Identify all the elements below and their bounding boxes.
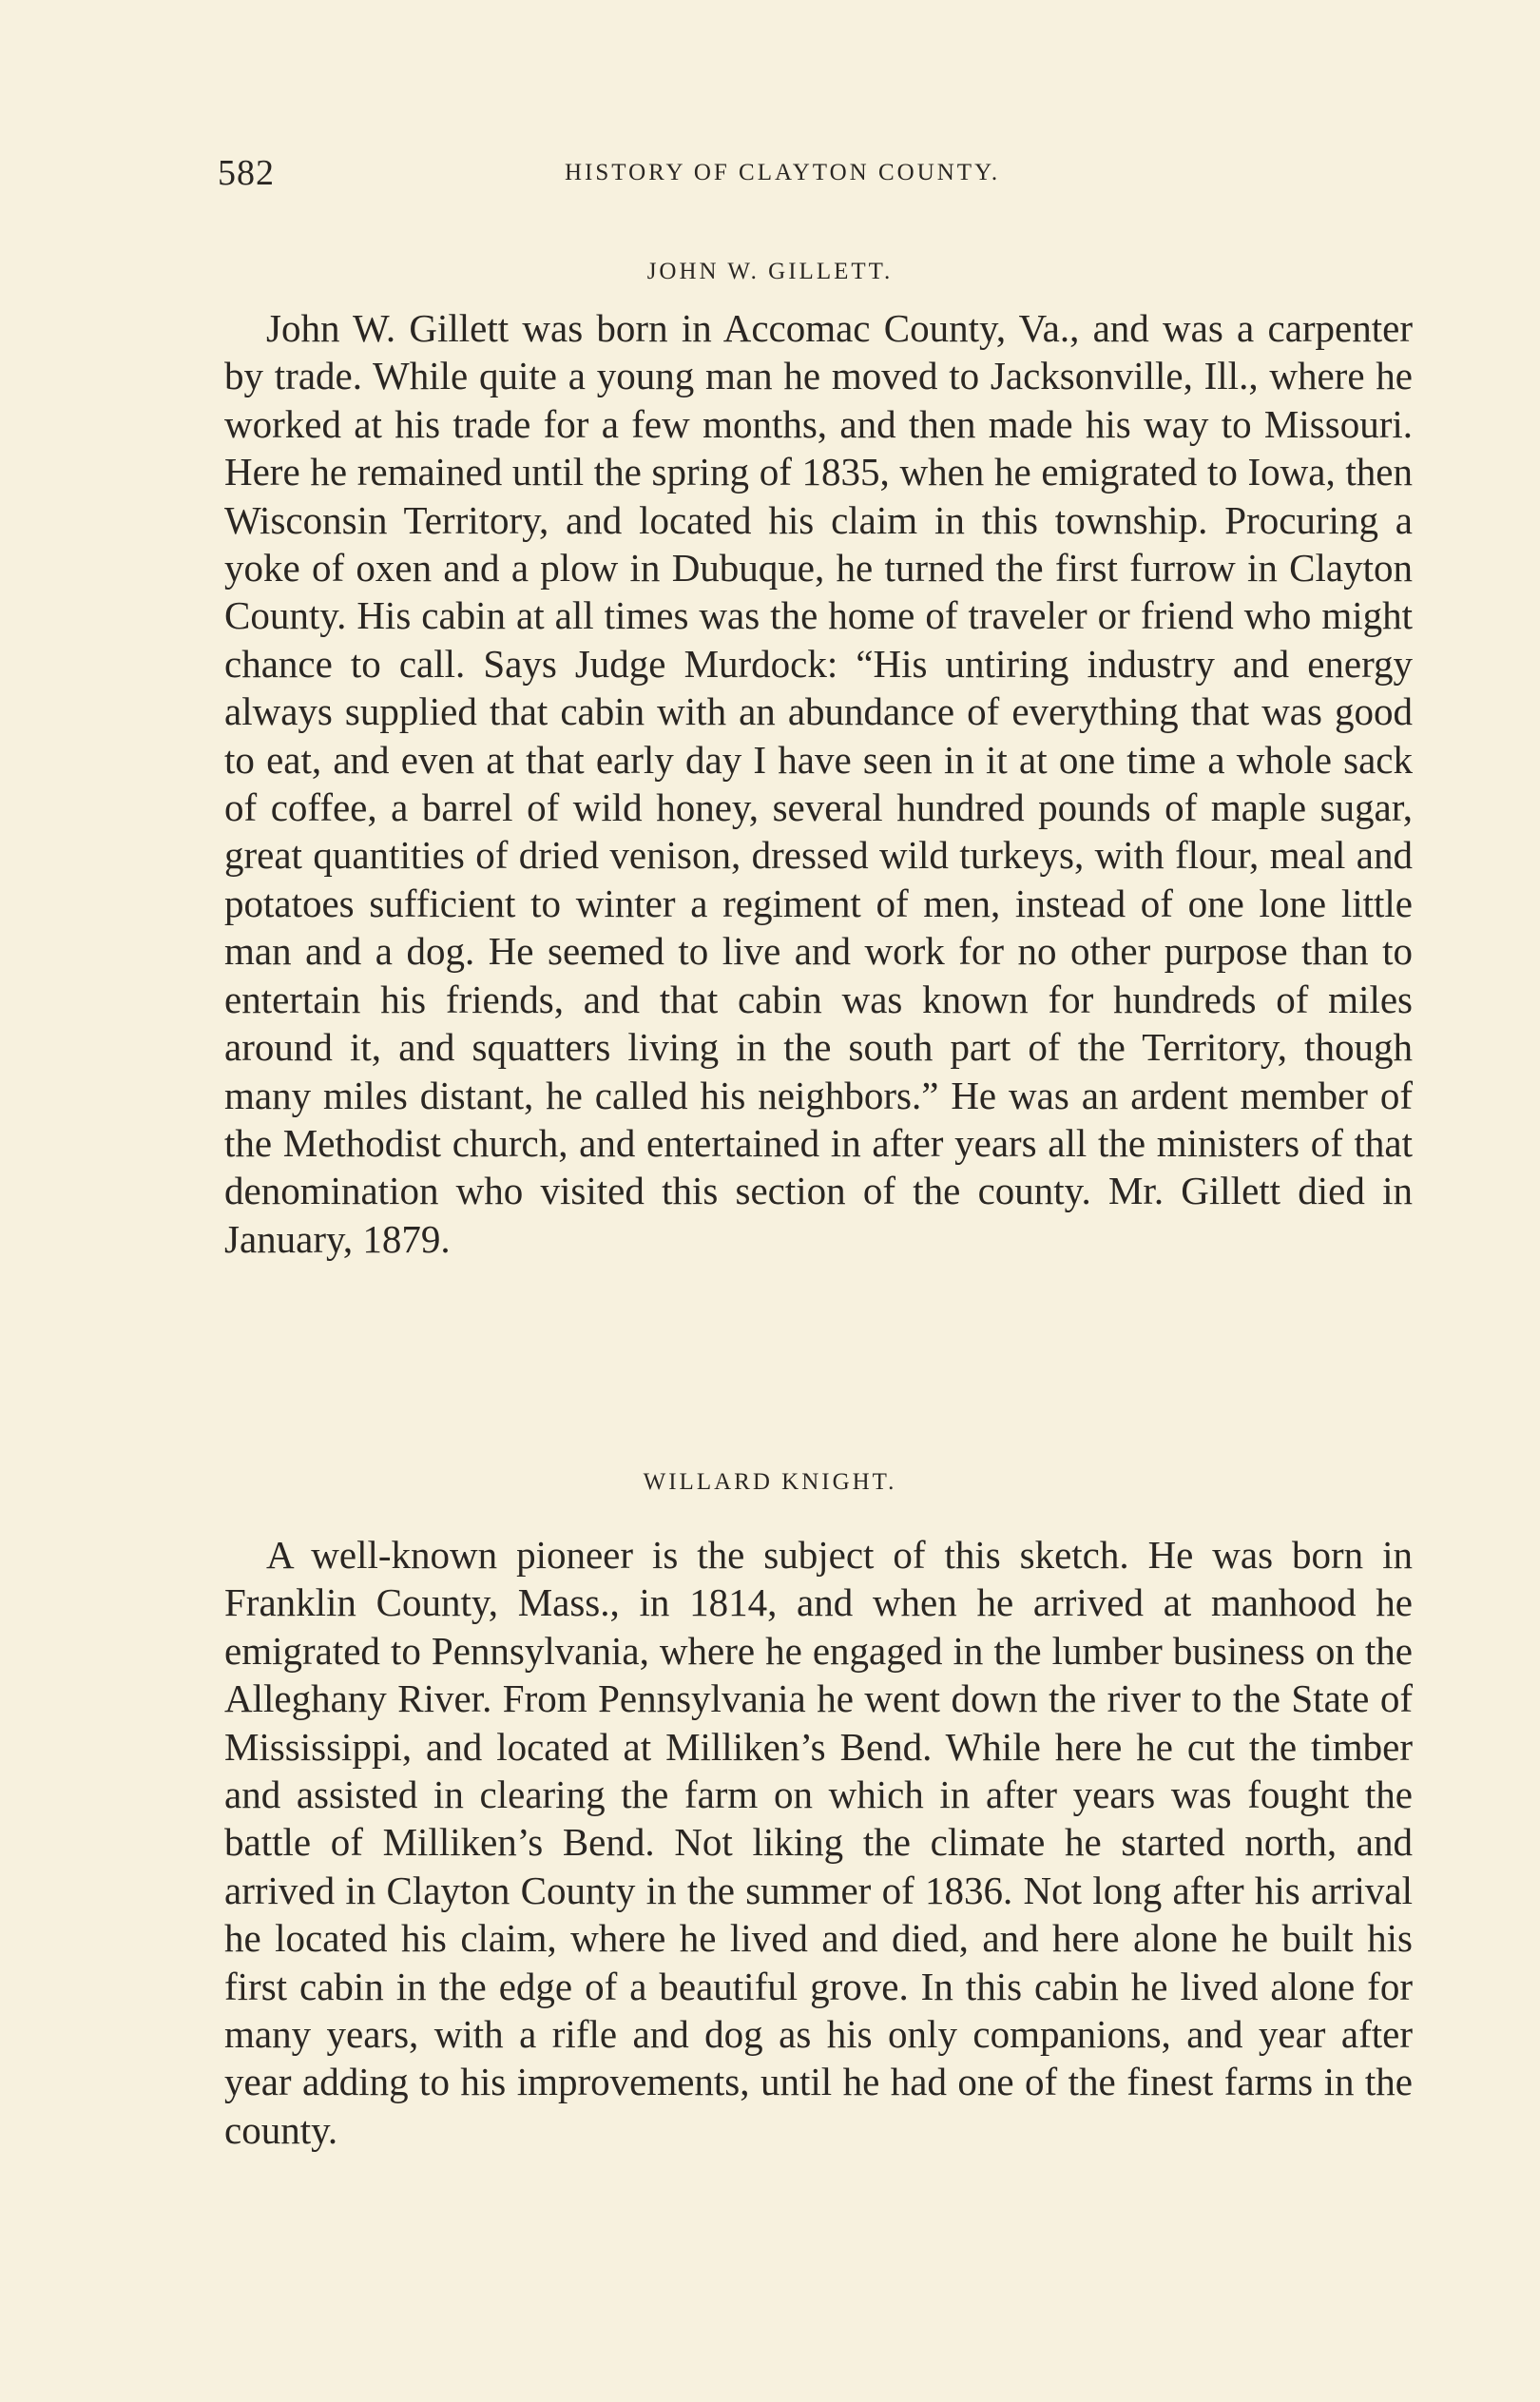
running-head bbox=[218, 152, 1406, 200]
paragraph-knight: A well-known pioneer is the subject of this sketch. He was born in Franklin County, Mass., in 1814, and when he arrived at manhood he emigrated to Pennsylvania, where he engaged in the lumber business on the Alleghany River. From Pennsylvania he went down the river to the State of Mississippi, and located at Milliken’s Bend. While here he cut the timber and assisted in clearing the farm on which in after years was fought the battle of Milliken’s Bend. Not liking the climate he started north, and arrived in Clayton County in the summer of 1836. Not long after his arrival he located his claim, where he lived and died, and here alone he built his first cabin in the edge of a beautiful grove. In this cabin he lived alone for many years, with a rifle and dog as his only companions, and year after year adding to his improvements, until he had one of the finest farms in the county. bbox=[224, 1533, 1413, 2152]
section-heading-knight: WILLARD KNIGHT. bbox=[643, 1469, 897, 1495]
section-heading-gillett: JOHN W. GILLETT. bbox=[646, 259, 894, 284]
page-number: 582 bbox=[218, 153, 275, 193]
running-title: HISTORY OF CLAYTON COUNTY. bbox=[565, 160, 1001, 185]
paragraph-gillett: John W. Gillett was born in Accomac County, Va., and was a carpenter by trade. While quite a young man he moved to Jacksonville, Ill., where he worked at his trade for a few months, and then made his way to Missouri. Here he remained until the spring of 1835, when he emigrated to Iowa, then Wisconsin Territory, and located his claim in this township. Procuring a yoke of oxen and a plow in Dubuque, he turned the first furrow in Clayton County. His cabin at all times was the home of traveler or friend who might chance to call. Says Judge Murdock: “His untiring industry and energy always supplied that cabin with an abundance of everything that was good to eat, and even at that early day I have seen in it at one time a whole sack of coffee, a barrel of wild honey, several hundred pounds of maple sugar, great quantities of dried venison, dressed wild turkeys, with flour, meal and potatoes sufficient to winter a regiment of men, instead of one lone little man and a dog. He seemed to live and work for no other purpose than to entertain his friends, and that cabin was known for hundreds of miles around it, and squatters living in the south part of the Territory, though many miles distant, he called his neighbors.” He was an ardent member of the Methodist church, and entertained in after years all the ministers of that denomination who visited this section of the county. Mr. Gillett died in January, 1879. bbox=[224, 306, 1413, 1261]
